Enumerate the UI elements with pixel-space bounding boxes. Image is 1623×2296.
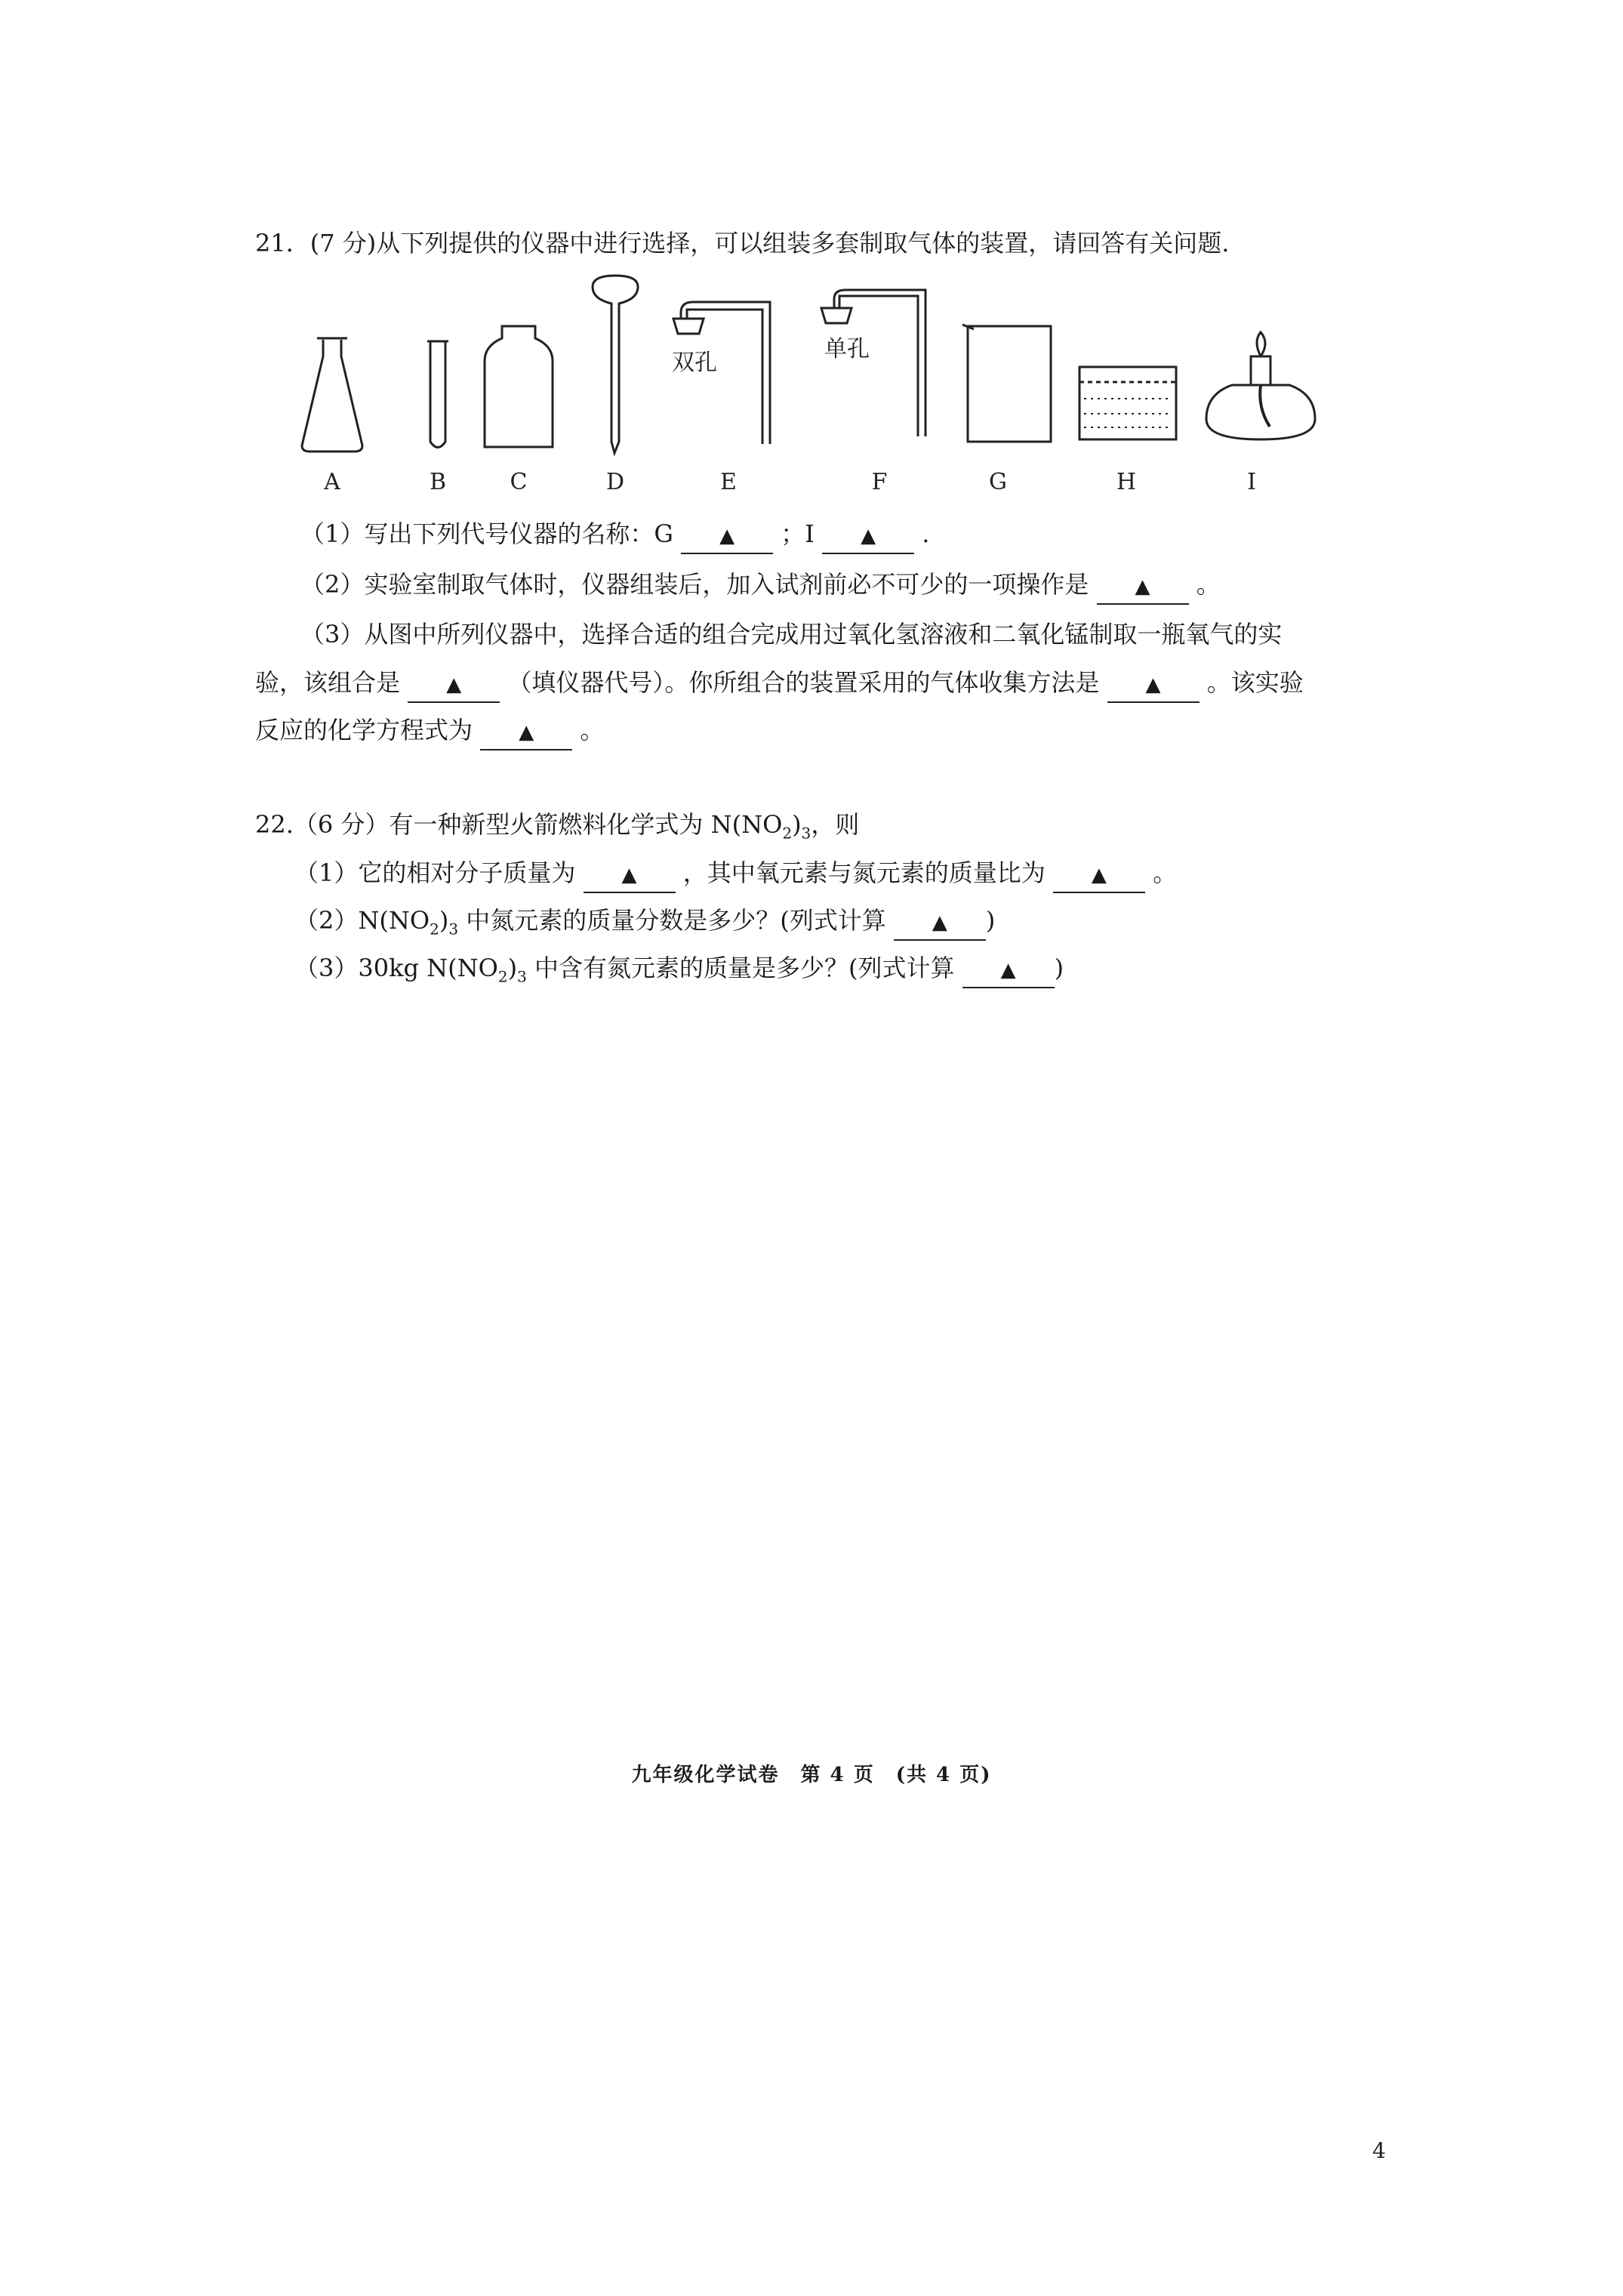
q21-part2: （2）实验室制取气体时，仪器组装后，加入试剂前必不可少的一项操作是 ▲ 。 bbox=[300, 568, 1221, 605]
conical-flask-icon bbox=[302, 338, 362, 451]
water-trough-icon bbox=[1079, 367, 1176, 439]
apparatus-figure bbox=[279, 272, 1359, 498]
answer-blank[interactable]: ▲ bbox=[584, 856, 676, 893]
alcohol-lamp-icon bbox=[1206, 332, 1315, 439]
label-E: E bbox=[720, 469, 737, 495]
label-A: A bbox=[324, 469, 340, 495]
single-hole-label: 单孔 bbox=[824, 336, 870, 362]
label-I: I bbox=[1247, 469, 1256, 495]
label-D: D bbox=[605, 469, 625, 495]
q22-part3: （3）30kg $N(NO_2)_3$ 中含有氮元素的质量是多少？(列式计算 ▲ ) bbox=[294, 951, 1064, 993]
gas-jar-icon bbox=[485, 326, 553, 447]
test-tube-icon bbox=[427, 341, 448, 448]
q21-header: 21．(7 分)从下列提供的仪器中进行选择，可以组装多套制取气体的装置，请回答有关问题. bbox=[255, 229, 1230, 257]
beaker-icon bbox=[962, 325, 1051, 442]
answer-blank[interactable]: ▲ bbox=[681, 517, 773, 554]
q22-part1: （1）它的相对分子质量为 ▲ ，其中氧元素与氮元素的质量比为 ▲ 。 bbox=[294, 856, 1177, 893]
q22-header: 22.（6 分）有一种新型火箭燃料化学式为 $N(NO_2)_3$，则 bbox=[255, 810, 860, 843]
answer-blank[interactable]: ▲ bbox=[1053, 856, 1145, 893]
q21-part3-line3: 反应的化学方程式为 ▲ 。 bbox=[255, 713, 604, 750]
answer-blank[interactable]: ▲ bbox=[822, 517, 914, 554]
q21-part3-line1: （3）从图中所列仪器中，选择合适的组合完成用过氧化氢溶液和二氧化锰制取一瓶氧气的实 bbox=[300, 620, 1283, 649]
label-F: F bbox=[871, 469, 888, 495]
answer-blank[interactable]: ▲ bbox=[1097, 568, 1189, 605]
page-number: 4 bbox=[1372, 2138, 1386, 2163]
answer-blank[interactable]: ▲ bbox=[894, 904, 986, 941]
q22-part2: $(2)N(NO_2)_3$ 中氮元素的质量分数是多少？(列式计算 ▲ ) bbox=[294, 904, 995, 945]
double-hole-label: 双孔 bbox=[672, 350, 717, 376]
q21-part1: （1）写出下列代号仪器的名称：G ▲ ；I ▲ . bbox=[300, 517, 929, 554]
answer-blank[interactable]: ▲ bbox=[1107, 666, 1200, 703]
label-G: G bbox=[989, 469, 1007, 495]
label-H: H bbox=[1116, 469, 1137, 495]
single-hole-stopper-icon bbox=[821, 290, 925, 436]
label-C: C bbox=[510, 469, 528, 495]
page-footer: 九年级化学试卷 第 4 页 (共 4 页) bbox=[631, 1764, 992, 1786]
q21-part3-line2: 验，该组合是 ▲ （填仪器代号）。你所组合的装置采用的气体收集方法是 ▲ 。该实验 bbox=[255, 666, 1304, 703]
answer-blank[interactable]: ▲ bbox=[962, 951, 1055, 988]
answer-blank[interactable]: ▲ bbox=[408, 666, 500, 703]
label-B: B bbox=[429, 469, 447, 495]
funnel-icon bbox=[593, 276, 638, 453]
answer-blank[interactable]: ▲ bbox=[480, 713, 572, 750]
